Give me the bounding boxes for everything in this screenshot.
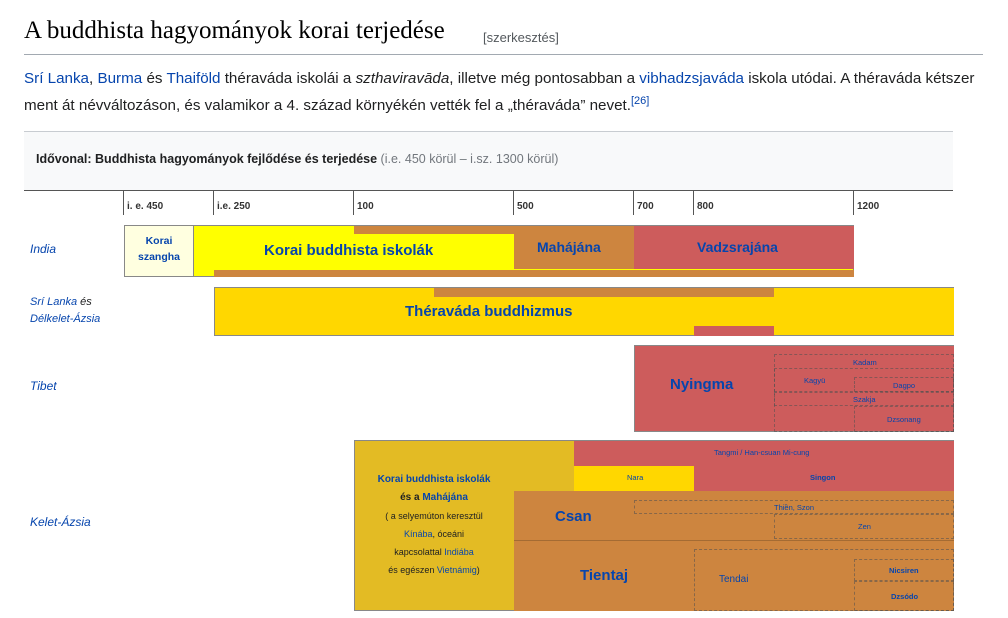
intro-text-2: , illetve még pontosabban a (449, 70, 640, 87)
kb-line-2: és a Mahájána (400, 492, 468, 503)
region-srilanka-link[interactable]: Srí Lanka (30, 296, 78, 308)
kb-line-6: és egészen Vietnámig) (388, 565, 480, 575)
region-sea-link[interactable]: Délkelet-Ázsia (30, 313, 101, 325)
timeline-header (24, 131, 953, 191)
vajrayana-presence-strip (694, 326, 774, 336)
link-india[interactable]: Indiába (444, 547, 474, 557)
comma: , (89, 70, 94, 87)
mahayana-presence-strip (434, 288, 774, 297)
early-sangha-label: Korai szangha (137, 235, 180, 263)
tick-line (633, 190, 634, 215)
tick-label: 500 (517, 201, 534, 212)
kagyu-label: Kagyü (804, 376, 826, 385)
zen-label: Zen (858, 522, 871, 531)
intro-text-1: théraváda iskolái a (220, 70, 356, 87)
intro-paragraph (24, 67, 984, 117)
jodo-label: Dzsódo (891, 592, 919, 601)
edit-section-link[interactable]: [szerkesztés] (483, 30, 559, 45)
intro-text-3: iskola utódai. A théraváda kétszer ment át névváltozáson, és valamikor a 4. század környékén vették fel a „théraváda” nevet. (24, 70, 975, 115)
tick-label: 800 (697, 201, 714, 212)
tick-line (213, 190, 214, 215)
link-vibhajyavada[interactable]: vibhadzsjaváda (639, 70, 744, 87)
tick-label: i.e. 250 (217, 201, 251, 212)
shingon-label: Singon (810, 473, 836, 482)
kadam-label: Kadam (853, 358, 877, 367)
region-india-link[interactable]: India (30, 242, 57, 256)
thien-label: Thiền, Szon (774, 503, 815, 512)
link-vietnam[interactable]: Vietnámig (436, 565, 477, 575)
link-mahayana[interactable]: Mahájána (422, 492, 468, 503)
tiantai-label: Tientaj (580, 567, 629, 584)
sakya-label: Szakja (853, 395, 876, 404)
vajrayana-label: Vadzsrajána (697, 239, 778, 255)
tick-line (123, 190, 124, 215)
kb-line-3: ( a selyemúton keresztül (385, 511, 483, 521)
vajrayana-bar-top (634, 226, 854, 234)
nichiren-label: Nicsiren (889, 566, 919, 575)
region-srilanka-sea (30, 294, 100, 328)
chan-tiantai-divider (514, 540, 954, 541)
nara-label: Nara (627, 473, 644, 482)
tick-label: i. e. 450 (127, 201, 164, 212)
link-sri-lanka[interactable]: Srí Lanka (24, 70, 90, 87)
link-china[interactable]: Kínába (403, 529, 433, 539)
timeline-title: Idővonal: Buddhista hagyományok fejlődése és terjedése (36, 152, 378, 166)
tendai-label: Tendai (719, 574, 749, 585)
tangmi-label: Tangmi / Han-csuan Mi-cung (714, 448, 810, 457)
sthaviravada-term: szthaviravāda (355, 70, 450, 87)
tick-label: 100 (357, 201, 374, 212)
and-text: és (77, 296, 92, 308)
mahayana-label: Mahájána (537, 239, 601, 255)
early-schools-label: Korai buddhista iskolák (264, 242, 434, 259)
region-east-asia-link[interactable]: Kelet-Ázsia (30, 515, 91, 529)
theravada-label: Théraváda buddhizmus (405, 303, 573, 320)
nyingma-label: Nyingma (670, 376, 734, 393)
tick-line (353, 190, 354, 215)
region-tibet-link[interactable]: Tibet (30, 379, 57, 393)
tick-label: 700 (637, 201, 654, 212)
and-text: és (142, 70, 167, 87)
kb-line-1: Korai buddhista iskolák (377, 474, 491, 485)
link-burma[interactable]: Burma (97, 70, 143, 87)
reference-26[interactable]: [26] (630, 95, 650, 107)
timeline-range: (i.e. 450 körül – i.sz. 1300 körül) (377, 152, 559, 166)
dagpo-label: Dagpo (893, 381, 916, 390)
tick-line (693, 190, 694, 215)
tick-label: 1200 (857, 201, 880, 212)
chan-label: Csan (555, 508, 592, 525)
tick-line (513, 190, 514, 215)
link-thailand[interactable]: Thaiföld (166, 70, 221, 87)
tick-line (853, 190, 854, 215)
east-asia-description (354, 471, 514, 579)
section-title: A buddhista hagyományok korai terjedése (24, 17, 445, 44)
jonang-label: Dzsonang (887, 415, 921, 424)
kb-line-4: Kínába, óceáni (403, 529, 465, 539)
early-schools-decline-strip (214, 270, 854, 277)
heading-divider (24, 54, 983, 55)
kb-line-5: kapcsolattal Indiába (394, 547, 474, 557)
